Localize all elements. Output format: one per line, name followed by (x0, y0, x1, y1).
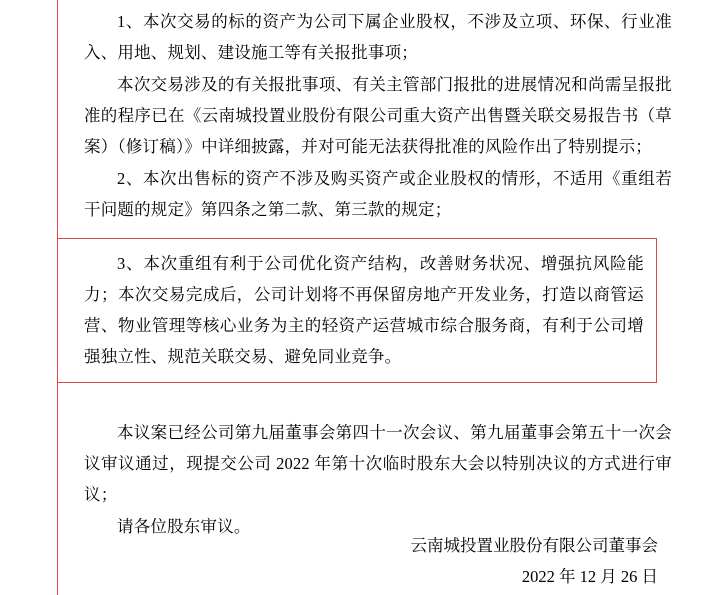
paragraph-spacer (84, 383, 672, 417)
paragraph-resolution: 本议案已经公司第九届董事会第四十一次会议、第九届董事会第五十一次会议审议通过，现提交公司 2022 年第十次临时股东大会以特别决议的方式进行审议； (84, 423, 672, 504)
paragraph-closing: 请各位股东审议。 (117, 517, 251, 536)
document-body (84, 6, 672, 543)
signature-date: 2022 年 12 月 26 日 (521, 567, 658, 586)
paragraph-item-3: 3、本次重组有利于公司优化资产结构，改善财务状况、增强抗风险能力；本次交易完成后，公司计划将不再保留房地产开发业务，打造以商管运营、物业管理等核心业务为主的轻资产运营城市综合服务商，有利于公司增强独立性、规范关联交易、避免同业竞争。 (84, 254, 644, 366)
signature-block (84, 530, 672, 592)
paragraph-approval-details: 本次交易涉及的有关报批事项、有关主管部门报批的进展情况和尚需呈报批准的程序已在《云南城投置业股份有限公司重大资产出售暨关联交易报告书（草案）（修订稿）》中详细披露，并对可能无法获得批准的风险作出了特别提示； (84, 75, 672, 156)
paragraph-item-1: 1、本次交易的标的资产为公司下属企业股权，不涉及立项、环保、行业准入、用地、规划、建设施工等有关报批事项； (84, 12, 672, 62)
highlighted-paragraph-box (58, 238, 657, 383)
paragraph-item-2: 2、本次出售标的资产不涉及购买资产或企业股权的情形，不适用《重组若干问题的规定》第四条之第二款、第三款的规定； (84, 169, 672, 219)
signature-company: 云南城投置业股份有限公司董事会 (410, 536, 658, 555)
